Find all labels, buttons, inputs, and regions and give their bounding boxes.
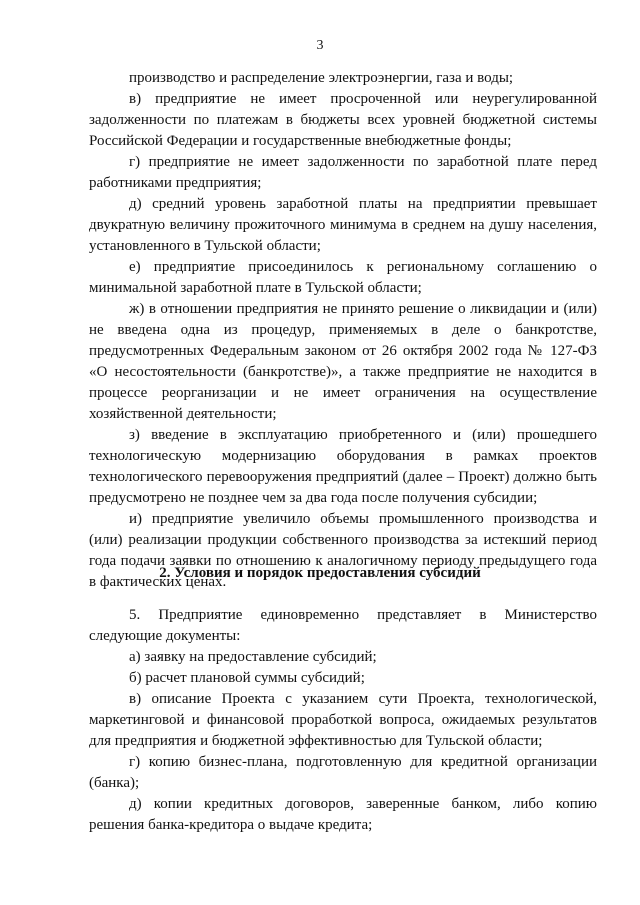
paragraph: 5. Предприятие единовременно представляет в Министерство следующие документы: [89, 607, 597, 644]
paragraph: производство и распределение электроэнергии, газа и воды; [129, 70, 514, 86]
paragraph: г) предприятие не имеет задолженности по заработной плате перед работниками предприятия; [89, 154, 597, 191]
paragraph: б) расчет плановой суммы субсидий; [129, 670, 365, 686]
paragraph: в) описание Проекта с указанием сути Проекта, технологической, маркетинговой и финансовой проработкой вопроса, ожидаемых результатов для предприятия и бюджетной эффективностью для Тульской области; [89, 691, 597, 749]
paragraph: д) копии кредитных договоров, заверенные банком, либо копию решения банка-кредитора о выдаче кредита; [89, 796, 597, 833]
section-heading: 2. Условия и порядок предоставления субсидий [159, 565, 481, 581]
paragraph: в) предприятие не имеет просроченной или неурегулированной задолженности по платежам в бюджеты всех уровней бюджетной системы Российской Федерации и государственные внебюджетные фонды; [89, 91, 597, 149]
paragraph: а) заявку на предоставление субсидий; [129, 649, 377, 665]
paragraph: ж) в отношении предприятия не принято решение о ликвидации и (или) не введена одна из процедур, применяемых в деле о банкротстве, предусмотренных Федеральным законом от 26 октября 2002 года № 127-ФЗ «О несостоятельности (банкротстве)», а также предприятие не находится в процессе реорганизации и не имеет ограничения на осуществление хозяйственной деятельности; [89, 301, 597, 422]
page-number: 3 [316, 38, 324, 53]
paragraph: г) копию бизнес-плана, подготовленную для кредитной организации (банка); [89, 754, 597, 791]
paragraph: д) средний уровень заработной платы на предприятии превышает двукратную величину прожиточного минимума в среднем на душу населения, установленного в Тульской области; [89, 196, 597, 254]
paragraph: з) введение в эксплуатацию приобретенного и (или) прошедшего технологическую модернизацию оборудования в рамках проектов технологического перевооружения предприятий (далее – Проект) должно быть предусмотрено не позднее чем за два года после получения субсидии; [89, 427, 597, 506]
paragraph: е) предприятие присоединилось к региональному соглашению о минимальной заработной плате в Тульской области; [89, 259, 597, 296]
section-2-text [89, 605, 597, 836]
paragraph: и) предприятие увеличило объемы промышленного производства и (или) реализации продукции собственного производства за истекший период года подачи заявки по отношению к аналогичному периоду предыдущего года в фактических ценах. [89, 511, 597, 590]
section-1-text [89, 68, 597, 593]
